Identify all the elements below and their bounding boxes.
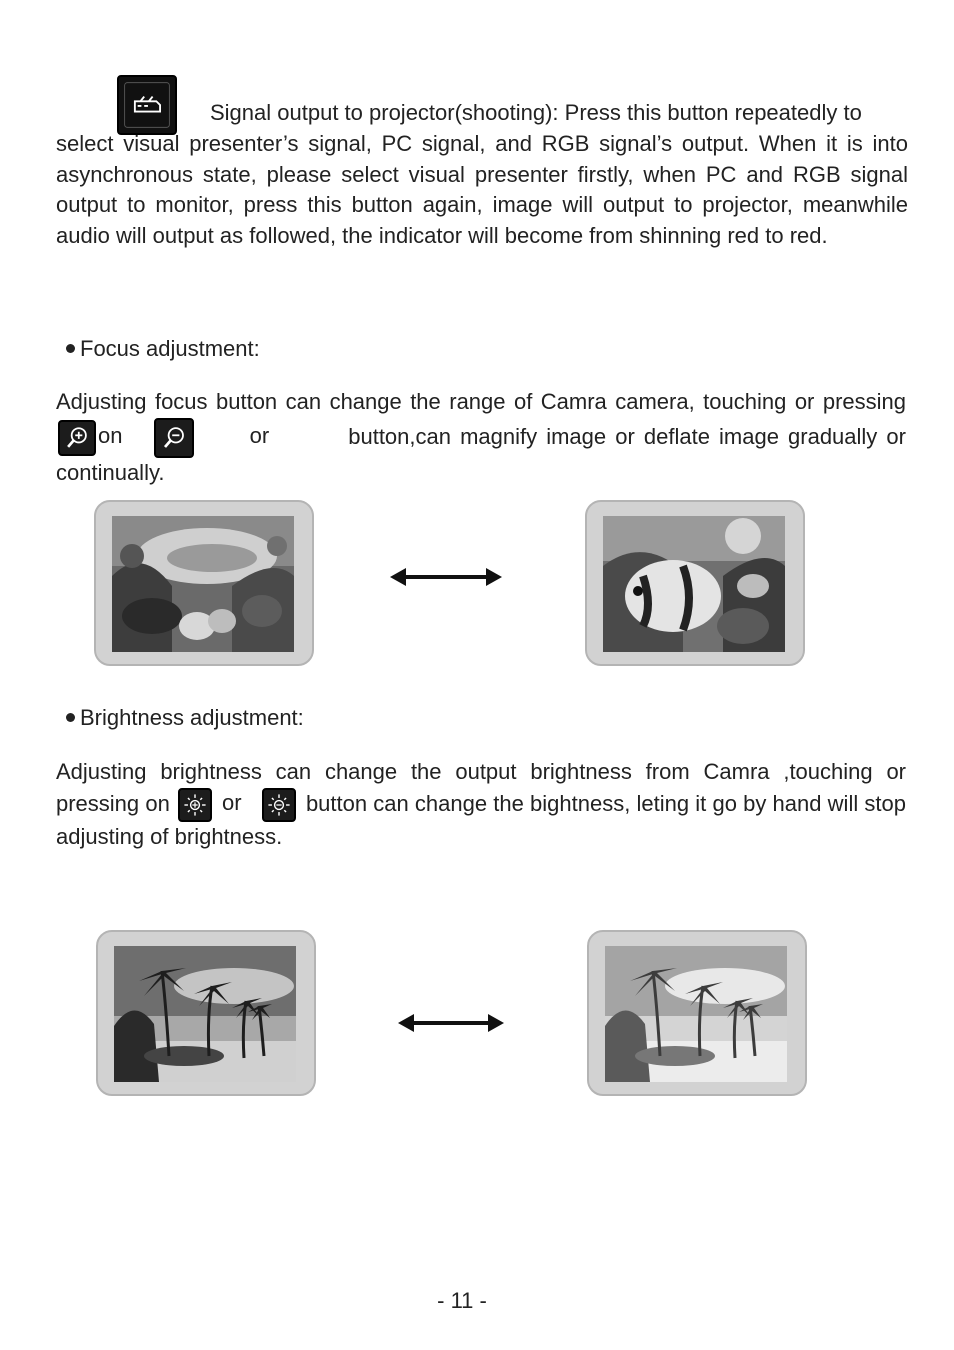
coral-reef-photo xyxy=(112,516,294,652)
brightness-up-icon[interactable] xyxy=(178,788,212,822)
projector-text-body: select visual presenter’s signal, PC signal, and RGB signal’s output. When it is into asynchronous state, please select visual presenter firstly, when PC and RGB signal output to monitor, press this button again, image will output to projector, meanwhile audio will output as followed, the indicator will become from shinning red to red. xyxy=(56,131,908,248)
bullet-icon xyxy=(66,344,75,353)
zoom-out-icon[interactable] xyxy=(154,418,194,458)
beach-photo-dark xyxy=(114,946,296,1082)
projector-output-icon xyxy=(117,75,177,135)
brightness-image-after xyxy=(587,930,807,1096)
page-number: - 11 - xyxy=(437,1288,487,1313)
brightness-image-before xyxy=(96,930,316,1096)
double-arrow-icon xyxy=(390,565,502,589)
clownfish-photo xyxy=(603,516,785,652)
beach-photo-bright xyxy=(605,946,787,1082)
brightness-heading: Brightness adjustment: xyxy=(66,703,304,733)
focus-image-before xyxy=(94,500,314,666)
zoom-in-icon[interactable] xyxy=(58,420,96,456)
brightness-paragraph: Adjusting brightness can change the output brightness from Camra ,touching or pressing on or button can change the bightness, leting it go by hand will stop adjusting of brightness. xyxy=(56,759,906,849)
double-arrow-icon xyxy=(398,1011,504,1035)
brightness-down-icon[interactable] xyxy=(262,788,296,822)
focus-image-after xyxy=(585,500,805,666)
bullet-icon xyxy=(66,713,75,722)
focus-paragraph: Adjusting focus button can change the range of Camra camera, touching or pressing on or button,can magnify image or deflate image gradually or continually. xyxy=(56,389,906,485)
focus-heading: Focus adjustment: xyxy=(66,334,260,364)
projector-text-first-line: Signal output to projector(shooting): Press this button repeatedly to xyxy=(210,100,862,125)
